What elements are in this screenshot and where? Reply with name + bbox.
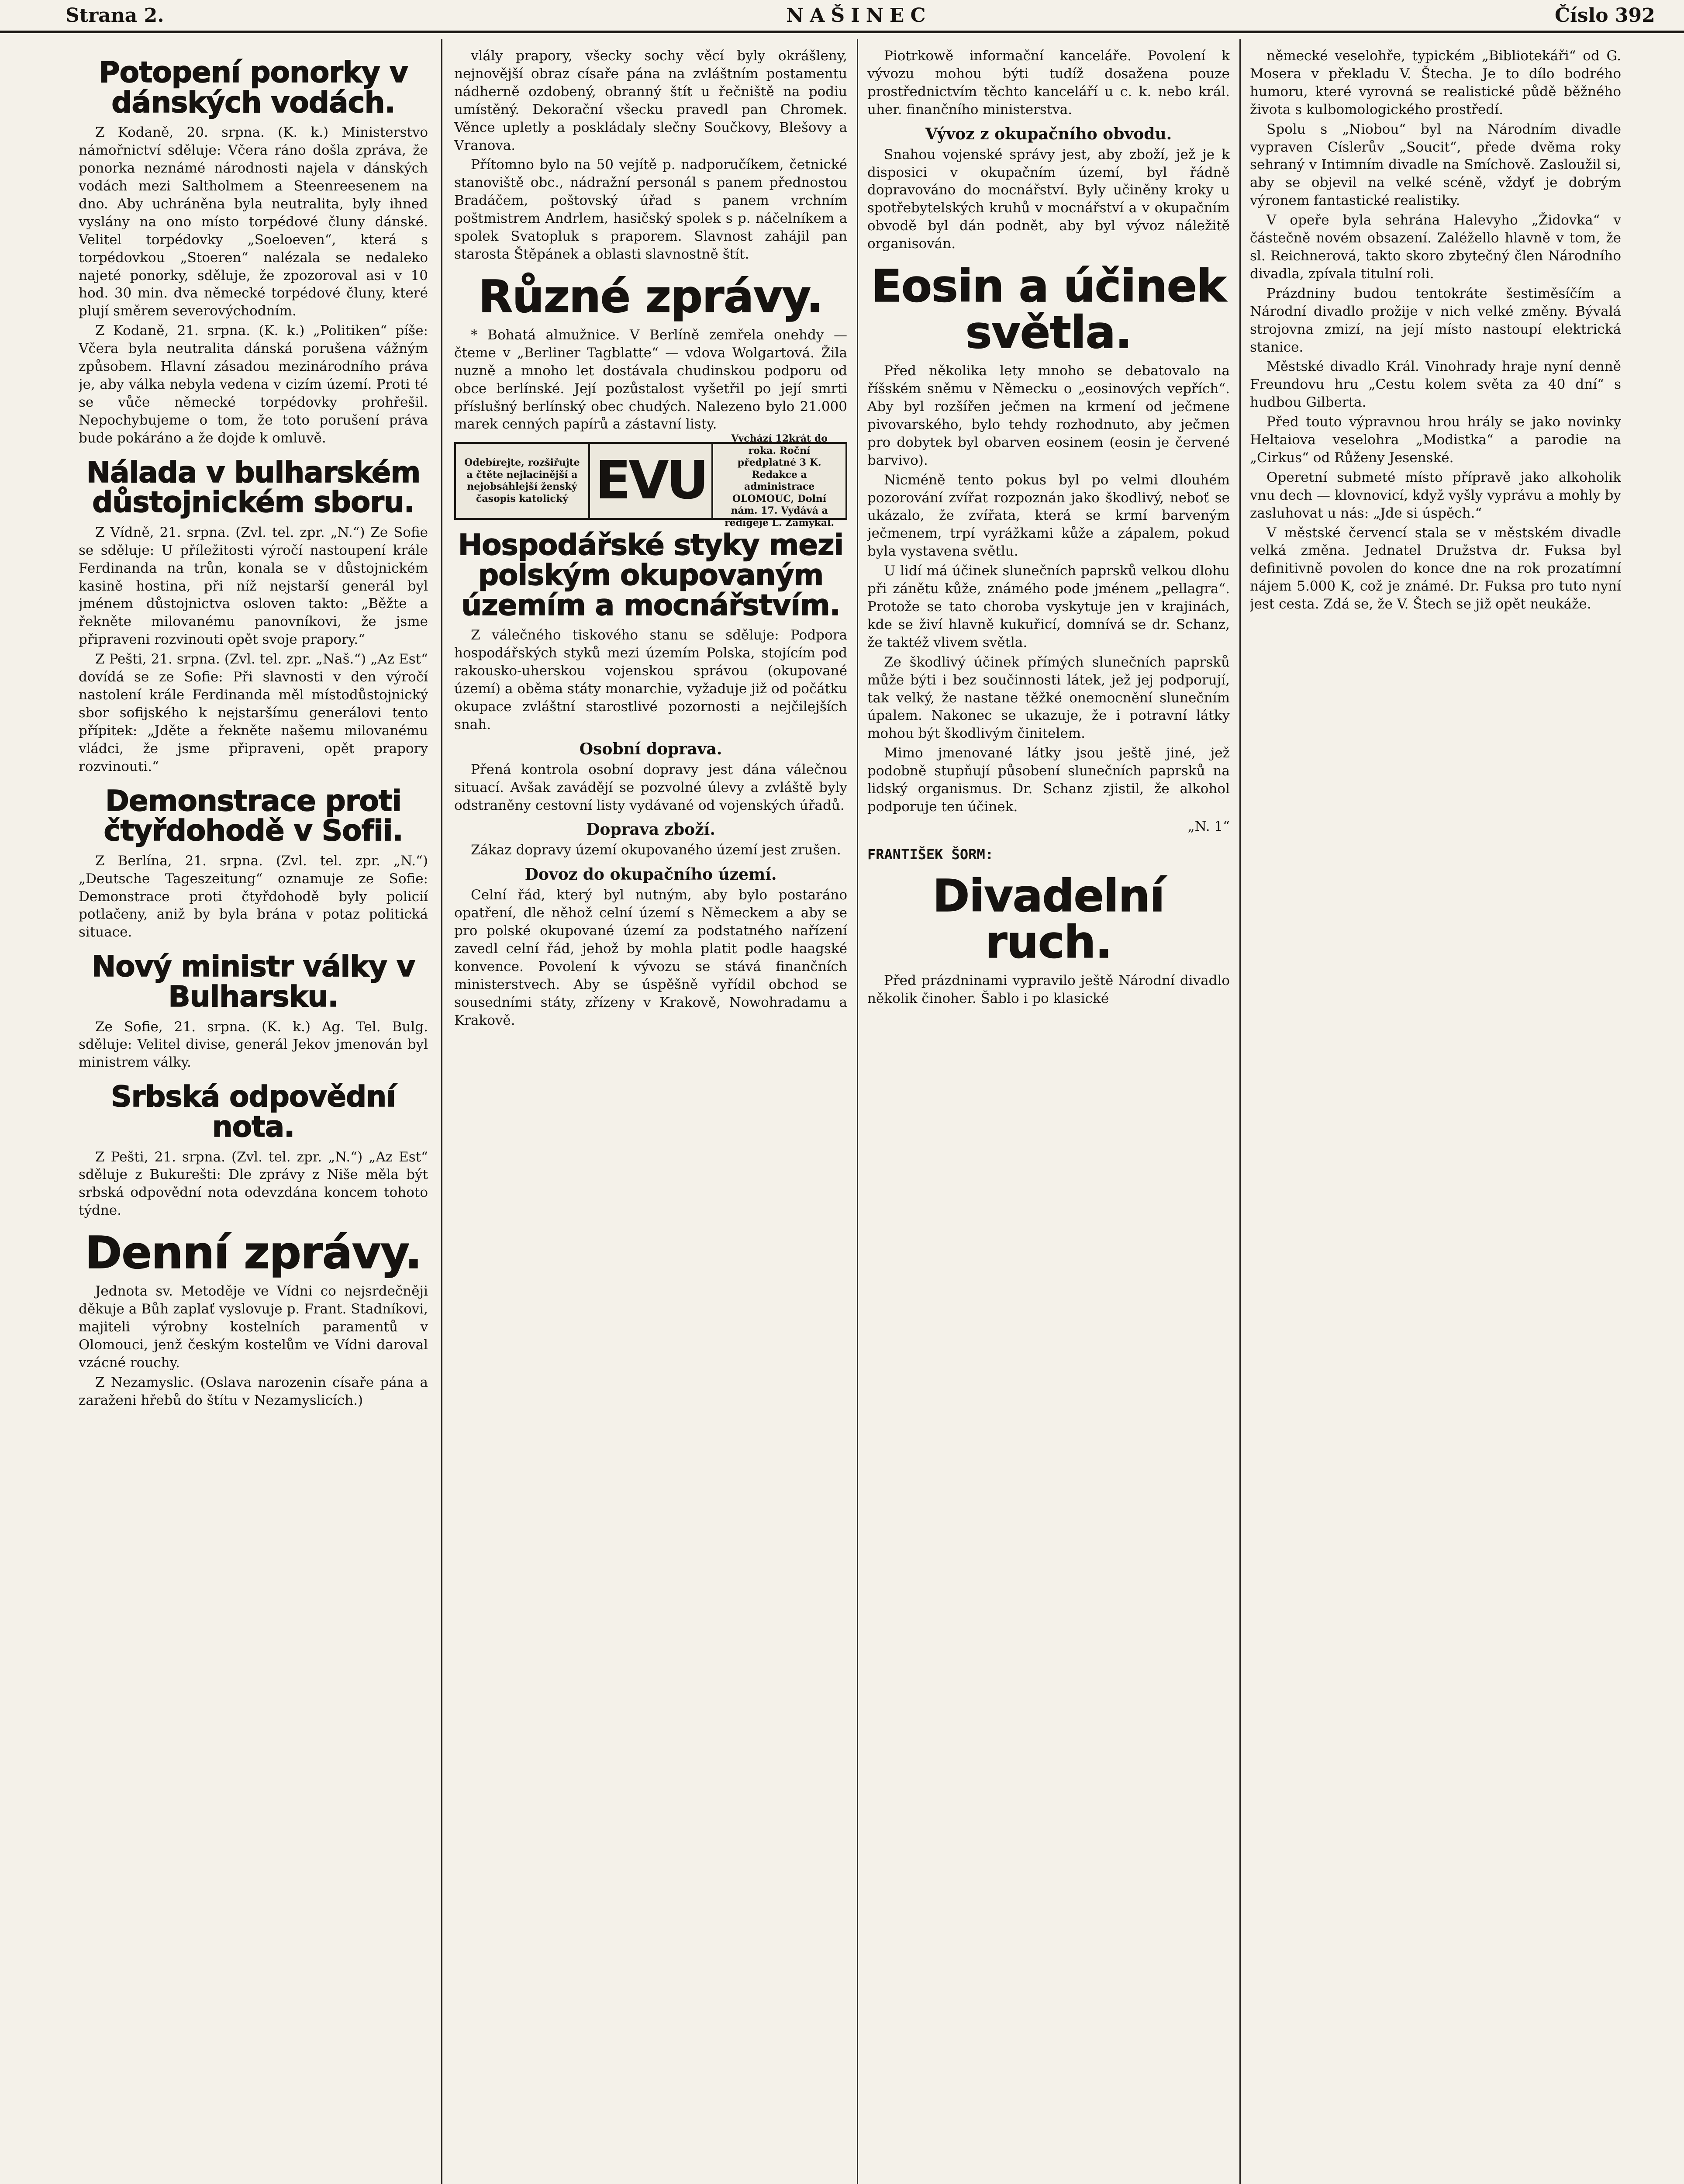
article-paragraph: Z Pešti, 21. srpna. (Zvl. tel. zpr. „Naš.“) „Az Est“ dovídá se ze Sofie: Při slavnosti v den výročí nastolení krále Ferdinanda měl místodůstojnický sbor sofijského k nejstaršímu generálovi tento přípitek: „Jděte a řekněte našemu milovanému vládci, že jsme připraveni, opět prapory rozvinouti.“ xyxy=(79,651,428,774)
article-paragraph: vlály prapory, všecky sochy věcí byly okrášleny, nejnovější obraz císaře pána na zvláštním postamentu nádherně ozdobený, obranný štít u řečniště na podiu umístěný. Dekorační všecku pravedl pan Chromek. Věnce upletly a poskládaly slečny Součkovy, Blešovy a Vranova. xyxy=(454,48,847,153)
column-2 xyxy=(454,47,847,2184)
section-headline: Různé zprávy. xyxy=(478,270,823,323)
article-headline: Potopení ponorky v dánských vodách. xyxy=(99,55,408,119)
column-3 xyxy=(867,47,1230,2184)
article-subheading: Osobní doprava. xyxy=(579,740,722,758)
article-paragraph: Operetní submeté místo přípravě jako alkoholik vnu dech — klovnovicí, když vyšly vyprávu a mohly by zasluhovat u nás: „Jde si úspěch.“ xyxy=(1250,469,1621,521)
column-divider xyxy=(441,39,442,2184)
ad-right-text: Vychází 12krát do roka. Roční předplatné 3 K. Redakce a administrace OLOMOUC, Dolní nám. 17. Vydává a redigeje L. Zamykal. xyxy=(725,433,835,529)
article-paragraph: Ze škodlivý účinek přímých slunečních paprsků může býti i bez součinnosti látek, jež jej podporují, tak velký, že nastane těžké onemocnění slunečním úpalem. Nakonec se ukazuje, že i potravní látky mohou být škodlivým činitelem. xyxy=(867,654,1230,742)
article-paragraph: Celní řád, který byl nutným, aby bylo postaráno opatření, dle něhož celní území s Německem a aby se pro polské okupované území za podstatného nařízení zavedl celní řád, jehož by mohla platit podle haagské konvence. Povolení k vývozu se stává finančních ministerstvech. Aby se úspěšně vyřídil obchod se sousedními státy, zřízeny v Krakově, Nowohradamu a Krakově. xyxy=(454,887,847,1028)
article-headline: Hospodářské styky mezi polským okupovaným územím a mocnářstvím. xyxy=(458,528,844,622)
article-paragraph: V opeře byla sehrána Halevyho „Židovka“ v částečně novém obsazení. Zaléžello hlavně v tom, že sl. Reichnerová, takto skoro zbytečný člen Národního divadla, zpívala titulní roli. xyxy=(1250,212,1621,282)
article-subheading: Doprava zboží. xyxy=(586,820,715,839)
advertisement-eva xyxy=(454,433,847,529)
article-paragraph: Přená kontrola osobní dopravy jest dána válečnou situací. Avšak zavádějí se pozvolné úlevy a zvláště byly odstraněny cestovní listy vydávané od vojenských úřadů. xyxy=(454,761,847,813)
page-number: Strana 2. xyxy=(66,4,164,27)
article-paragraph: Jednota sv. Metoděje ve Vídni co nejsrdečněji děkuje a Bůh zaplať vyslovuje p. Frant. Stadníkovi, majiteli výrobny kostelních paramentů v Olomouci, jenž českým kostelům ve Vídni daroval vzácné rouchy. xyxy=(79,1283,428,1371)
article-paragraph: Před prázdninami vypravilo ještě Národní divadlo několik činoher. Šablo i po klasické xyxy=(867,972,1230,1006)
article-headline: Nový ministr války v Bulharsku. xyxy=(91,950,415,1013)
article-paragraph: Z Kodaně, 20. srpna. (K. k.) Ministerstvo námořnictví sděluje: Včera ráno došla zpráva, že ponorka neznámé národnosti najela v dánských vodách mezi Saltholmem a Steenreesenem na dno. Aby uchráněna byla neutralita, byly ihned vyslány na ono místo torpédové čluny dánské. Velitel torpédovky „Soeloeven“, která s torpédovkou „Stoeren“ nalézala se nedaleko najeté ponorky, sděluje, že zpozoroval asi v 10 hod. 30 min. dva německé torpédové čluny, které plují směrem severovýchodním. xyxy=(79,124,428,319)
article-signature: „N. 1“ xyxy=(1187,818,1230,834)
column-divider xyxy=(857,39,858,2184)
article-paragraph: * Bohatá almužnice. V Berlíně zemřela onehdy — čteme v „Berliner Tagblatte“ — vdova Wolgartová. Žila nuzně a mnoho let dostávala chudinskou podporu od obce berlínské. Její pozůstalost vyšetřil po její smrti příslušný berlínský obec chudých. Nalezeno bylo 21.000 marek cenných papírů a zástavní listy. xyxy=(454,327,847,432)
article-paragraph: V městské červencí stala se v městském divadle velká změna. Jednatel Družstva dr. Fuksa byl definitivně povolen do konce dne na rok prozatímní nájem 5.000 K, což je známé. Dr. Fuksa pro tuto nyní jest cesta. Zdá se, že V. Štech se již opět neukáže. xyxy=(1250,525,1621,612)
article-paragraph: Zákaz dopravy území okupovaného území jest zrušen. xyxy=(471,842,841,858)
article-paragraph: německé veselohře, typickém „Bibliotekáři“ od G. Mosera v překladu V. Štecha. Je to dílo bodrého humoru, které vyrovná se realistické půdě běžného života s kulbomologického prostředí. xyxy=(1250,48,1621,117)
page-header xyxy=(0,0,1684,33)
article-paragraph: Z válečného tiskového stanu se sděluje: Podpora hospodářských styků mezi územím Polska, stojícím pod rakousko-uherskou vojenskou správou (okupované území) a oběma státy monarchie, vyžaduje již od počátku okupace zvláštní starostlivé pozornosti a nejčilejších snah. xyxy=(454,627,847,733)
article-paragraph: Z Nezamyslic. (Oslava narozenin císaře pána a zaraženi hřebů do štítu v Nezamyslicích.) xyxy=(79,1374,428,1408)
article-paragraph: Piotrkowě informační kanceláře. Povolení k vývozu mohou býti tudíž dosažena pouze prostřednictvím těchto kanceláří u c. k. nebo král. uher. finančního ministerstva. xyxy=(867,48,1230,117)
article-headline: Eosin a účinek světla. xyxy=(871,260,1226,359)
ad-left-text: Odebírejte, rozšiřujte a čtěte nejlacinější a nejobsáhlejší ženský časopis katolický xyxy=(464,457,580,505)
article-paragraph: Z Kodaně, 21. srpna. (K. k.) „Politiken“ píše: Včera byla neutralita dánská porušena vážným způsobem. Hlavní zásadou mezinárodního práva je, aby válka nebyla vedena v cizím území. Proti té se vůče německé torpédovky prohřešil. Nepochybujeme o tom, že toto porušení práva bude pokáráno a že dojde k omluvě. xyxy=(79,323,428,446)
section-headline: Denní zprávy. xyxy=(85,1227,422,1279)
article-headline: Nálada v bulharském důstojnickém sboru. xyxy=(86,455,421,519)
article-paragraph: U lidí má účinek slunečních paprsků velkou dlohu při zánětu kůže, známého pode jménem „pellagra“. Protože se tato choroba vyskytuje jen v krajinách, kde se živí hlavně kukuřicí, domnívá se dr. Schanz, že taktéž vlivem světla. xyxy=(867,563,1230,650)
article-paragraph: Z Vídně, 21. srpna. (Zvl. tel. zpr. „N.“) Ze Sofie se sděluje: U příležitosti výročí nastoupení krále Ferdinanda na trůn, konala se v důstojnickém kasině hostina, při níž nejstarší generál byl jménem důstojnictva osloven takto: „Běžte a řekněte milovanému panovníkovi, že jsme připraveni rozvinouti opět svoje prapory.“ xyxy=(79,524,428,648)
article-headline: Demonstrace proti čtyřdohodě v Sofii. xyxy=(104,784,403,848)
author-name: FRANTIŠEK ŠORM: xyxy=(867,846,994,863)
article-subheading: Vývoz z okupačního obvodu. xyxy=(925,124,1172,143)
article-paragraph: Před několika lety mnoho se debatovalo na říšském sněmu v Německu o „eosinových vepřích“. Aby byl rozšířen ječmen na krmení od ječmene pivovarského, bylo tehdy rozhodnuto, aby ječmen pro dobytek byl obarven eosinem (eosin je červené barvivo). xyxy=(867,363,1230,468)
column-1 xyxy=(79,47,428,2184)
article-paragraph: Nicméně tento pokus byl po velmi dlouhém pozorování zvířat rozpoznán jako škodlivý, neboť se ukázalo, že zvířata, která se krmí barveným ječmenem, trpí vyrážkami kůže a zápalem, pokud byla vystavena světlu. xyxy=(867,472,1230,560)
article-headline: Srbská odpovědní nota. xyxy=(111,1080,396,1144)
article-paragraph: Přítomno bylo na 50 vejítě p. nadporučíkem, četnické stanoviště obc., nádražní personál s panem přednostou Bradáčem, poštovský úřad s panem vrchním poštmistrem Andrlem, hasičský spolek s p. náčelníkem a spolek Svatopluk s praporem. Slavnost zahájil pan starosta Štěpánek a oblasti slavnostně štít. xyxy=(454,157,847,262)
article-subheading: Dovoz do okupačního území. xyxy=(525,865,777,884)
newspaper-title: NAŠINEC xyxy=(786,4,932,27)
column-4 xyxy=(1250,47,1621,2184)
article-paragraph: Prázdniny budou tentokráte šestiměsíčím a Národní divadlo prožije v nich velké změny. Bývalá strojovna zmizí, na její místo nastoupí elektrická stanice. xyxy=(1250,285,1621,355)
article-paragraph: Ze Sofie, 21. srpna. (K. k.) Ag. Tel. Bulg. sděluje: Velitel divise, generál Jekov jmenován byl ministrem války. xyxy=(79,1019,428,1071)
column-divider xyxy=(1239,39,1241,2184)
article-paragraph: Mimo jmenované látky jsou ještě jiné, jež podobně stupňují působení slunečních paprsků na lidský organismus. Dr. Schanz zjistil, že alkohol podporuje ten účinek. xyxy=(867,745,1230,815)
ad-logo: EVU xyxy=(588,444,713,518)
article-paragraph: Snahou vojenské správy jest, aby zboží, jež je k disposici v okupačním území, byl řádně dopravováno do mocnářství. Byly učiněny kroky u spotřebytelských kruhů v mocnářství a v okupačním obvodě byl dán podnět, aby byl vývoz náležitě organisován. xyxy=(867,146,1230,252)
article-headline: Divadelní ruch. xyxy=(932,870,1165,968)
article-paragraph: Městské divadlo Král. Vinohrady hraje nyní denně Freundovu hru „Cestu kolem světa za 40 dní“ s hudbou Gilberta. xyxy=(1250,359,1621,411)
article-paragraph: Z Berlína, 21. srpna. (Zvl. tel. zpr. „N.“) „Deutsche Tageszeitung“ oznamuje ze Sofie: Demonstrace proti čtyřdohodě byly policií potlačeny, aniž by byla brána v potaz politická situace. xyxy=(79,853,428,940)
article-paragraph: Z Pešti, 21. srpna. (Zvl. tel. zpr. „N.“) „Az Est“ sděluje z Bukurešti: Dle zprávy z Niše měla být srbská odpovědní nota odevzdána koncem tohoto týdne. xyxy=(79,1149,428,1219)
issue-number: Číslo 392 xyxy=(1555,4,1655,27)
article-paragraph: Spolu s „Niobou“ byl na Národním divadle vypraven Císlerův „Soucit“, přede dvěma roky sehraný v Intimním divadle na Smíchově. Zasloužil si, aby se objevil na velké scéně, vždyť je dobrým výronem fantastické realistiky. xyxy=(1250,121,1621,209)
article-paragraph: Před touto výpravnou hrou hrály se jako novinky Heltaiova veselohra „Modistka“ a parodie na „Cirkus“ od Růženy Jesenské. xyxy=(1250,414,1621,466)
